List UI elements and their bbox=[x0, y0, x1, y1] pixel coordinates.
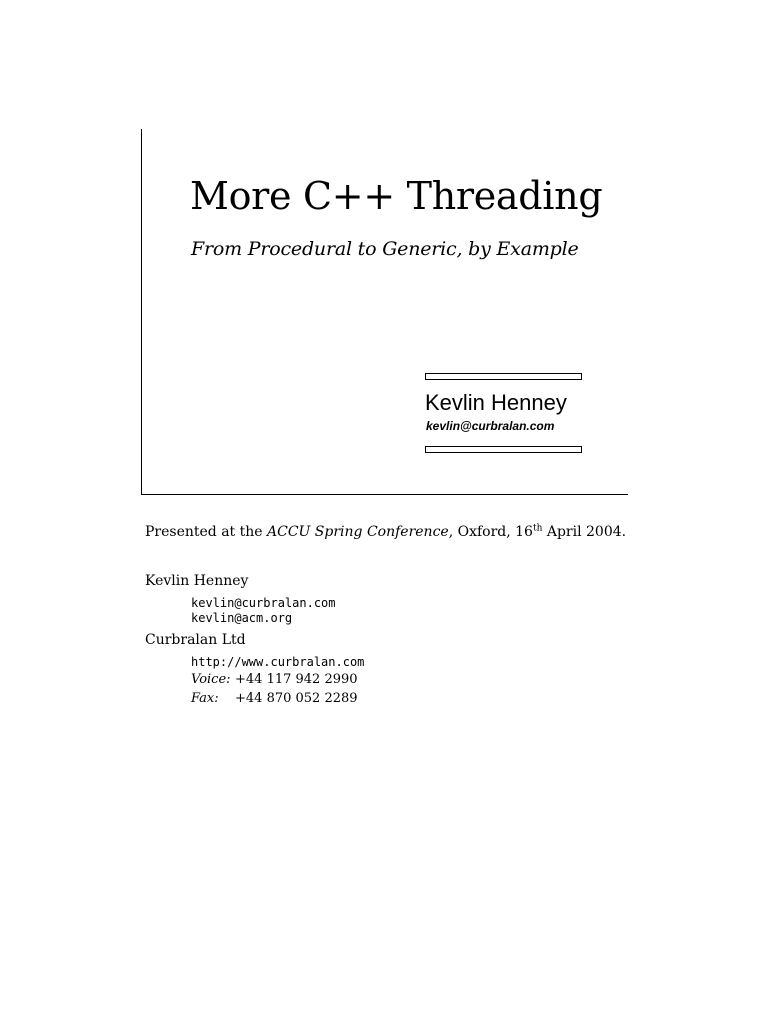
conference-name: ACCU Spring Conference bbox=[267, 524, 449, 540]
presented-location-day: , Oxford, 16 bbox=[448, 524, 533, 540]
author-email: kevlin@curbralan.com bbox=[426, 419, 555, 433]
voice-number: +44 117 942 2990 bbox=[235, 672, 358, 687]
voice-row bbox=[191, 671, 358, 689]
fax-row bbox=[191, 690, 358, 708]
author-block-top-bar bbox=[425, 373, 582, 380]
voice-label: Voice: bbox=[191, 672, 231, 687]
presented-month-year: April 2004. bbox=[542, 524, 627, 540]
presented-prefix: Presented at the bbox=[145, 524, 268, 540]
author-block-bottom-bar bbox=[425, 446, 582, 453]
company-website[interactable]: http://www.curbralan.com bbox=[191, 655, 365, 669]
document-title: More C++ Threading bbox=[190, 174, 603, 218]
presented-at-line bbox=[145, 522, 626, 542]
ordinal-suffix: th bbox=[532, 523, 543, 534]
fax-number: +44 870 052 2289 bbox=[235, 691, 358, 706]
fax-label: Fax: bbox=[191, 691, 219, 706]
contact-email-2[interactable]: kevlin@acm.org bbox=[191, 611, 293, 625]
company-name: Curbralan Ltd bbox=[145, 632, 246, 648]
title-frame-bottom-rule bbox=[141, 494, 628, 495]
document-subtitle: From Procedural to Generic, by Example bbox=[191, 238, 579, 260]
author-name: Kevlin Henney bbox=[425, 390, 567, 415]
contact-person-name: Kevlin Henney bbox=[145, 573, 249, 589]
contact-email-1[interactable]: kevlin@curbralan.com bbox=[191, 596, 336, 610]
title-frame-left-rule bbox=[141, 129, 142, 494]
